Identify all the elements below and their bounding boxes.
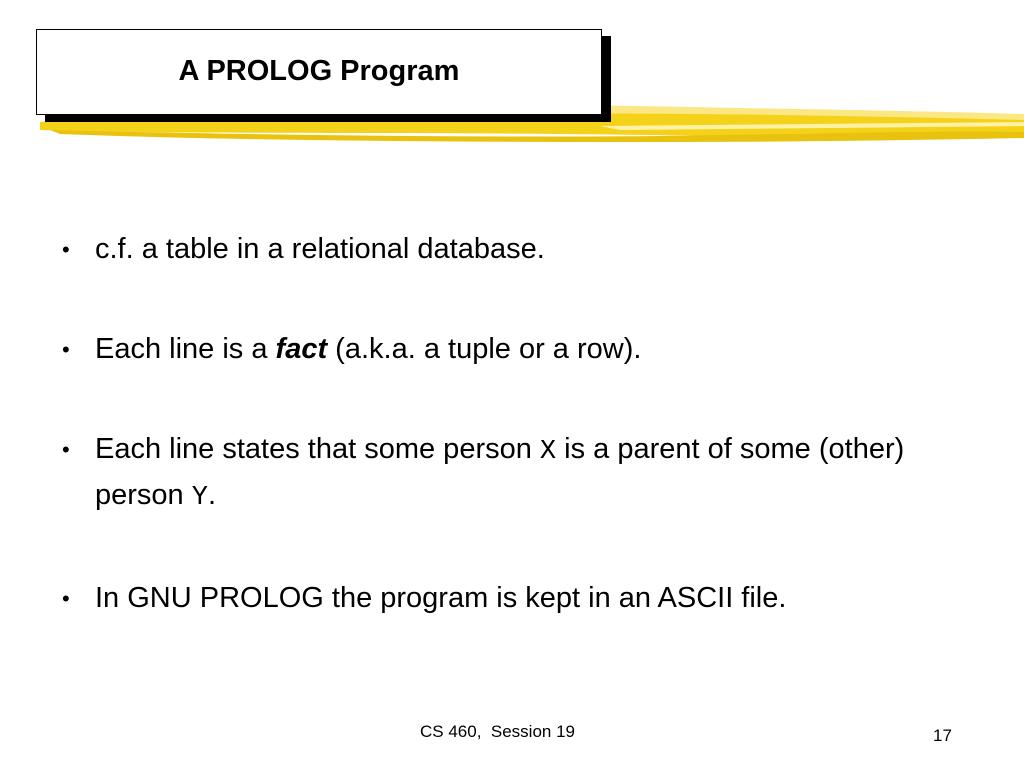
fact-emphasis: fact: [275, 333, 328, 365]
bullet-item: [62, 328, 962, 371]
bullet-icon: •: [62, 437, 70, 462]
bullet-text-part3: .: [207, 479, 216, 511]
footer-course-label: CS 460, Session 19: [420, 722, 575, 741]
bullet-text-before: Each line is a: [95, 333, 276, 365]
bullet-item: [62, 428, 962, 520]
slide-number: 17: [933, 726, 952, 745]
bullet-icon: •: [62, 586, 70, 611]
bullet-icon: •: [62, 337, 70, 362]
bullet-text-part1: Each line states that some person: [95, 433, 540, 465]
bullet-icon: •: [62, 237, 70, 262]
bullet-text-after: (a.k.a. a tuple or a row).: [327, 333, 642, 365]
bullet-item: [62, 577, 962, 620]
bullet-text: c.f. a table in a relational database.: [95, 233, 545, 265]
slide-title: A PROLOG Program: [178, 54, 460, 87]
bullet-text-part2: is a parent of some (other) person: [95, 433, 905, 511]
variable-x: X: [539, 437, 557, 467]
title-box: [36, 29, 602, 115]
bullet-item: [62, 228, 962, 271]
bullet-list: [62, 228, 962, 677]
bullet-text: In GNU PROLOG the program is kept in an ASCII file.: [95, 582, 787, 614]
variable-y: Y: [191, 483, 208, 513]
